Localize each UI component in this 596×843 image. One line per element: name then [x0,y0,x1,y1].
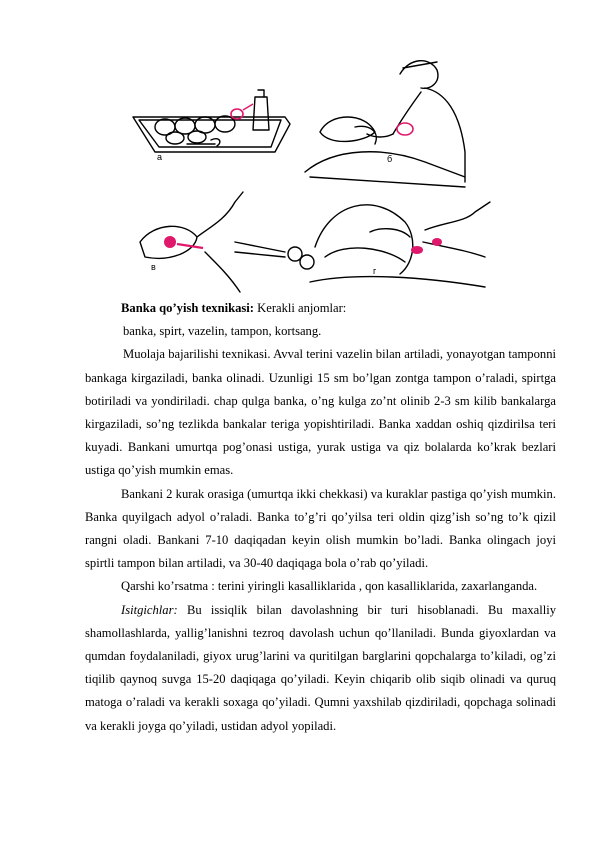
document-body [85,297,556,738]
cupping-illustration [125,52,555,300]
paragraph-contraindication: Qarshi ko’rsatma : terini yiringli kasalliklarida , qon kasalliklarida, zaxarlanganda. [121,579,538,594]
heaters-term: Isitgichlar: [121,602,178,617]
panel-g-patient [310,202,490,287]
label-v: в [151,262,156,272]
heaters-text: Bu issiqlik bilan davolashning bir turi hisoblanadi. Bu maxalliy shamollashlarda, yallig’lanishni tezroq davolash uchun qo’llaniladi. Bunda giyoxlardan va qumdan foydalaniladi, giyox urug’larini va quritilgan barglarini qopchalarga to’kiladi, og’zi tiqilib qaynoq suvga 15-20 daqiqaga qo’yiladi. Keyin chiqarib olib siqib olinadi va quruq matoga o’raladi va kerakli soxaga qo’yiladi. Qumni yaxshilab qizdiriladi, qopchaga solinadi va kerakli joyga qo’yiladi, ustidan adyol yopiladi. [85,602,556,733]
section-heading [85,297,556,320]
paragraph-technique: Muolaja bajarilishi texnikasi. Avval terini vazelin bilan artiladi, yonayotgan tamponni bankaga kirgaziladi, banka olinadi. Uzunligi 15 sm bo’lgan zontga tampon o’raladi, spirtga botiriladi va yondiriladi. chap qulga banka, o’ng kulga zo’nt olinib 2-3 sm kilib bankalarga kirgaziladi, so’ng tezlikda bankalar teriga yopishtiriladi. Banka xaddan oshiq qizdirilsa teri kuyadi. Bankani umurtqa pog’onasi ustiga, yurak ustiga va qiz bolalarda ko’krak bezlari ustiga qo’yish mumkin emas. [85,347,556,478]
panel-b-nurse-patient [305,61,465,187]
paragraph-heaters [85,599,556,738]
heading-bold: Banka qo’yish texnikasi: [121,301,254,315]
label-g: г [373,266,377,276]
panel-a-tray [133,90,290,152]
paragraph-placement: Bankani 2 kurak orasiga (umurtqa ikki chekkasi) va kuraklar pastiga qo’yish mumkin. Banka quyilgach adyol o’raladi. Banka to’g’ri qo’yilsa teri oldin qizg’ish so’ng to’k qizil rangni oladi. Bankani 7-10 daqiqadan keyin olish mumkin bo’ladi. Banka olingach joyi spirtli tampon bilan artiladi, va 30-40 daqiqaga bola o’rab qo’yiladi. [85,486,556,571]
supplies-line: banka, spirt, vazelin, tampon, kortsang. [123,324,322,339]
label-b: б [387,154,393,164]
heading-rest: Kerakli anjomlar: [253,301,347,315]
label-a: а [157,152,163,162]
